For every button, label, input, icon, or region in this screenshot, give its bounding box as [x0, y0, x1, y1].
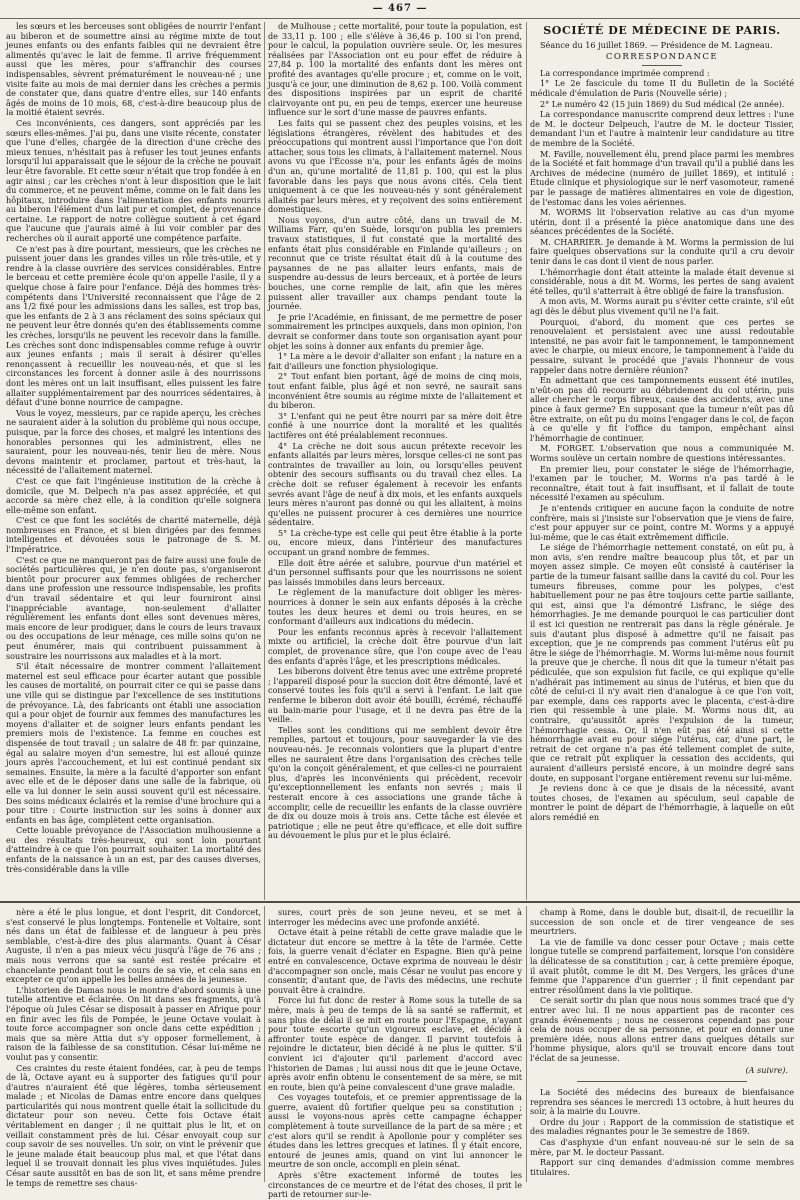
column-divider — [526, 22, 527, 900]
paragraph: Ce serait sortir du plan que nous nous sommes tracé que d'y entrer avec lui. Il ne nous appartient pas de raconter ces grands événements ; nous ne cesserons cependant pas pour cela de nous occuper de sa personne, et pour en donner une première idée, nous allons entrer dans quelques détails sur l'homme physique, alors qu'il se trouvait encore dans tout l'éclat de sa jeunesse. — [530, 995, 794, 1063]
paragraph: La correspondance manuscrite comprend deux lettres : l'une de M. le docteur Delpeuch, l'autre de M. le docteur Tissier, demandant l'un et l'autre à maintenir leur candidature au titre de membre de la Société. — [530, 109, 794, 148]
session-line: Séance du 16 juillet 1869. — Présidence de M. Lagneau. — [540, 39, 773, 50]
paragraph: champ à Rome, dans le double but, disait-il, de recueillir la succession de son oncle et de tirer vengeance de ses meurtriers. — [530, 907, 794, 937]
paragraph: Ce n'est pas à dire pourtant, messieurs, que les crèches ne puissent jouer dans les grandes villes un rôle très-utile, et y rendre à la classe ouvrière des services considérables. Entre le berceau et cette première école qu'on appelle l'asile, il y a quelque chose à faire pour l'enfance. Déjà des hommes très-compétents dans l'Université reconnaissent que l'âge de 2 ans 1/2 fixé pour les admissions dans les salles, est trop bas, que les enfants de 2 à 3 ans réclament des soins spéciaux qui ne peuvent leur être donnés qu'en des établissements comme les crèches, lorsqu'ils ne peuvent les recevoir dans la famille. Les crèches sont donc indispensables comme refuge à ouvrir aux jeunes enfants ; mais il serait à désirer qu'elles renonçassent à recueillir les nouveau-nés, et que si les circonstances les forcent à donner asile à des nourrissons dont les mères ont un lait insuffisant, elles puissent les faire allaiter supplémentairement par des nourrices sédentaires, à défaut d'une bonne nourrice de campagne. — [6, 243, 261, 408]
paragraph: Je reviens donc à ce que je disais de la nécessité, avant toutes choses, de l'examen au spéculum, seul capable de montrer le point de départ de l'hémorrhagie, à laquelle on eût alors remédié en — [530, 783, 794, 822]
paragraph: Ordre du jour : Rapport de la commission de statistique et des maladies régnantes pour le 3e semestre de 1869. — [530, 1116, 794, 1137]
paragraph: Elle doit être aérée et salubre, pourvue d'un matériel et d'un personnel suffisants pour que les nourrissons ne soient pas laissés immobiles dans leurs berceaux. — [268, 557, 522, 587]
bottom-column-3 — [530, 908, 794, 1182]
paragraph: sures, court près de son jeune neveu, et se met à interroger les médecins avec une profonde anxiété. — [268, 907, 522, 927]
bottom-column-2 — [268, 907, 522, 1200]
paragraph: Telles sont les conditions qui me semblent devoir être remplies, partout et toujours, pour sauvegarder la vie des nouveau-nés. Je reconnais volontiers que la plupart d'entre elles ne sauraient être dans l'organisation des crèches telle qu'on la conçoit généralement, et que celles-ci ne pourraient plus, d'après les inconvénients qui précèdent, recevoir qu'exceptionnellement les enfants non sevrés ; mais il resterait encore à ces associations une grande tâche à accomplir, celle de recueillir les enfants de la classe ouvrière de dix ou douze mois à trois ans. Cette tâche est élevée et patriotique ; elle ne peut être qu'efficace, et elle doit suffire au dévouement le plus pur et le plus éclairé. — [268, 724, 522, 841]
column-divider — [526, 906, 527, 1182]
paragraph: Nous voyons, d'un autre côté, dans un travail de M. Williams Farr, qu'en Suède, lorsqu'on publia les premiers travaux statistiques, il fut constaté que la mortalité des enfants était plus considérable en Finlande qu'ailleurs ; on reconnut que ce triste résultat était dû à la coutume des paysannes de ne pas allaiter leurs enfants, mais de suspendre au-dessus de leurs berceaux, et à portée de leurs bouches, une corne remplie de lait, afin que les mères puissent aller travailler aux champs pendant toute la journée. — [268, 214, 522, 312]
society-notice — [530, 1088, 794, 1177]
paragraph: Ces inconvénients, ces dangers, sont appréciés par les sœurs elles-mêmes. J'ai pu, dans une visite récente, constater que l'une d'elles, chargée de la direction d'une crèche des mieux tenues, n'hésitait pas à refuser les tout jeunes enfants lorsqu'il lui apparaissait que le séjour de la crèche ne pouvait leur être favorable. Et cette sœur n'était que trop fondée à en agir ainsi ; car les crèches n'ont à leur disposition que le lait du commerce, et ne peuvent même, comme on le fait dans les hôpitaux, introduire dans l'alimentation des enfants nourris au biberon l'élément d'un lait pur et complet, de provenance certaine. Le rapport de notre collègue soutient à cet égard que l'aucune que j'aurais aimé à lui voir combler par des recherches où il aurait apporté une compétence parfaite. — [6, 117, 261, 244]
page-number: — 467 — — [372, 3, 428, 14]
paragraph: Les faits qui se passent chez des peuples voisins, et les législations étrangères, révèlent des habitudes et des préoccupations qui montrent aussi l'importance que l'on doit attacher, sous tous les climats, à l'allaitement maternel. Nous avons vu que l'Écosse n'a, pour les enfants âgés de moins d'un an, qu'une mortalité de 11,81 p. 100, qui est la plus favorable dans les pays que nous avons cités. Cela tient uniquement à ce que les nouveau-nés y sont généralement allaités par leurs mères, et y reçoivent des soins entièrement domestiques. — [268, 117, 522, 215]
paragraph: Pourquoi, d'abord, du moment que ces pertes se renouvelaient et persistaient avec une aussi redoutable intensité, ne pas avoir fait le tamponnement, le tamponnement avec le charpie, ou mieux encore, le tamponnement à l'aide du pessaire, suivant le procédé que j'avais l'honneur de vous rappeler dans notre dernière réunion? — [530, 316, 794, 375]
paragraph: S'il était nécessaire de montrer comment l'allaitement maternel est seul efficace pour écarter autant que possible les causes de mortalité, on pourrait citer ce qui se passe dans une ville qui se distingue par l'excellence de ses institutions de prévoyance. Là, des fabricants ont établi une association qui a pour objet de fournir aux femmes des manufactures les moyens d'allaiter et de soigner leurs enfants pendant les premiers mois de l'existence. La femme en couches est dispensée de tout travail ; un salaire de 48 fr. par quinzaine, égal au salaire moyen d'un semestre, lui est alloué quinze jours après l'accouchement, et lui est continué pendant six semaines. Ensuite, la mère a la faculté d'apporter son enfant avec elle et de le déposer dans une salle de la fabrique, où elle va lui donner le sein aussi souvent qu'il est nécessaire. Des soins médicaux éclairés et la remise d'une brochure qui a pour titre : Courte instruction sur les soins à donner aux enfants en bas âge, complètent cette organisation. — [6, 661, 261, 825]
paragraph: Je n'entends critiquer en aucune façon la conduite de notre confrère, mais si j'insiste sur l'observation que je viens de faire, c'est pour appuyer sur ce point, contre M. Worms y a appuyé lui-même, que le cas était extrêmement difficile. — [530, 502, 794, 542]
paragraph: M. Faville, nouvellement élu, prend place parmi les membres de la Société et fait hommage d'un travail qu'il a publié dans les Archives de médecine (numéro de juillet 1869), et intitulé : Étude clinique et physiologique sur le nerf vasomoteur, ramené par le passage de matières alimentaires en voie de digestion, de l'estomac dans les voies aériennes. — [530, 148, 794, 207]
top-column-1 — [6, 22, 261, 900]
paragraph: M. FORGET. L'observation que nous a communiquée M. Worms soulève un certain nombre de questions intéressantes. — [530, 443, 794, 463]
top-column-3 — [530, 22, 794, 898]
correspondence-body — [530, 69, 794, 823]
paragraph: Les biberons doivent être tenus avec une extrême propreté ; l'appareil disposé pour la succion doit être démonté, lavé et conservé toutes les fois qu'il a servi à l'enfant. Le lait que renferme le biberon doit avoir été bouilli, écrémé, réchauffé au bain-marie pour l'usage, et il ne devra pas être de la veille. — [268, 666, 523, 725]
paragraph: 2° Tout enfant bien portant, âgé de moins de cinq mois, tout enfant faible, plus âgé et non sevré, ne saurait sans inconvénient être soumis au régime mixte de l'allaitement et du biberon. — [268, 371, 522, 411]
column-divider — [264, 906, 265, 1182]
paragraph: En premier lieu, pour constater le siége de l'hémorrhagie, l'examen par le toucher, M. Worms n'a pas tardé à le reconnaître, était tout à fait insuffisant, et il fallait de toute nécessité l'examen au spéculum. — [530, 463, 794, 503]
paragraph: Cette louable prévoyance de l'Association mulhousienne a eu des résultats très-heureux, qui sont loin pourtant d'atteindre à ce que l'on pourrait souhaiter. La mortalité des enfants de la naissance à un an est, par des causes diverses, très-considérable dans la ville — [6, 825, 261, 874]
paragraph: de Mulhouse ; cette mortalité, pour toute la population, est de 33,11 p. 100 ; elle s'élève à 36,46 p. 100 si l'on prend, pour le calcul, la population ouvrière seule. Or, les mesures réalisées par l'Association ont eu pour effet de réduire à 27,84 p. 100 la mortalité des enfants dont les mères ont profité des avantages qu'elle procure ; et, comme on le voit, jusqu'à ce jour, une diminution de 8,62 p. 100. Voilà comment des dispositions inspirées par un esprit de charité clairvoyante ont pu, en peu de temps, exercer une heureuse influence sur le sort d'une masse de pauvres enfants. — [268, 21, 522, 118]
bottom-column-1 — [6, 907, 261, 1188]
paragraph: 1° Le 2e fascicule du tome II du Bulletin de la Société médicale d'émulation de Paris (Nouvelle série) ; — [530, 78, 794, 98]
paragraph: C'est ce que font les sociétés de charité maternelle, déjà nombreuses en France, et si bien dirigées par des femmes intelligentes et dévouées sous le patronage de S. M. l'Impératrice. — [6, 515, 261, 555]
paragraph: 3° L'enfant qui ne peut être nourri par sa mère doit être confié à une nourrice dont la moralité et les qualités lactifères ont été préalablement reconnues. — [268, 410, 522, 440]
paragraph: La correspondance imprimée comprend : — [540, 67, 710, 78]
paragraph: nère a été le plus longue, et dont l'esprit, dit Condorcet, s'est conservé le plus longtemps. Fontenelle et Voltaire, sont nés dans un état de faiblesse et de langueur à peu près semblable, c'est-à-dire des plus alarmants. Quant à César Auguste, il n'en a pas mieux vécu jusqu'à l'âge de 76 ans ; mais nous verrons que sa santé est restée précaire et chancelante pendant tout le cours de sa vie, et cela sans en excepter ce qu'on appelle les belles années de la jeunesse. — [6, 907, 261, 985]
paragraph: 2° Le numéro 42 (15 juin 1869) du Sud médical (2e année). — [540, 98, 785, 109]
feuilleton-end — [530, 908, 794, 1064]
paragraph: Octave était à peine rétabli de cette grave maladie que le dictateur dut encore se mettre à la tête de l'armée. Cette fois, la guerre venait d'éclater en Espagne. Bien qu'à peine entré en convalescence, Octave exprima de nouveau le désir d'accompagner son oncle, mais César ne voulut pas encore y consentir, d'autant que, de l'avis des médecins, une rechute pouvait être à craindre. — [268, 927, 522, 995]
paragraph: 4° La crèche ne doit sous aucun prétexte recevoir les enfants allaités par leurs mères, lorsque celles-ci ne sont pas contraintes de travailler au loin, ou lorsqu'elles peuvent obtenir des secours suffisants ou du travail chez elles. La crèche doit se refuser également à recevoir les enfants sevrés avant l'âge de neuf à dix mois, et les enfants auxquels leurs mères n'auront pas donné ou qui les allaitent, à moins qu'elles ne puissent procurer à ces dernières une nourrice sédentaire. — [268, 440, 522, 528]
paragraph: 1° La mère a le devoir d'allaiter son enfant ; la nature en a fait d'ailleurs une fonction physiologique. — [268, 351, 522, 371]
paragraph: L'hémorrhagie dont était atteinte la malade était devenue si considérable, nous a dit M. Worms, les pertes de sang avaient été telles, qu'il s'atterrait à être obligé de faire la transfusion. — [530, 266, 794, 296]
paragraph: 5° La crèche-type est celle qui peut être établie à la porte ou, encore mieux, dans l'intérieur des manufactures occupant un grand nombre de femmes. — [268, 527, 522, 558]
paragraph: M. WORMS lit l'observation relative au cas d'un myome utérin, dont il a présenté la pièce anatomique dans une des séances précédentes de la Société. — [530, 207, 794, 237]
paragraph: Vous le voyez, messieurs, par ce rapide aperçu, les crèches ne sauraient aider à la solution du problème qui nous occupe, puisque, par la force des choses, et malgré les intentions des honorables personnes qui les administrent, elles ne sauraient, pour les nouveau-nés, tenir lieu de mère. Nous devons maintenir et proclamer, partout et très-haut, la nécessité de l'allaitement maternel. — [6, 407, 261, 476]
paragraph: M. CHARRIER. Je demande à M. Worms la permission de lui faire quelques observations sur la conduite qu'il a cru devoir tenir dans le cas dont il vient de nous parler. — [530, 236, 794, 267]
paragraph: A mon avis, M. Worms aurait pu s'éviter cette crainte, s'il eût agi dès le début plus vivement qu'il ne l'a fait. — [530, 296, 794, 317]
paragraph: Pour les enfants reconnus après à recevoir l'allaitement mixte ou artificiel, la crèche doit être pourvue d'un lait complet, de provenance sûre, que l'on coupe avec de l'eau des enfants d'après l'âge, et les prescriptions médicales. — [268, 626, 522, 666]
subsection-rule — [642, 65, 682, 66]
page-header — [0, 0, 800, 19]
paragraph: Après s'être exactement informé de toutes les circonstances de ce meurtre et de l'état des choses, il prit le parti de retourner sur-le- — [268, 1170, 522, 1200]
paragraph: Cas d'asphyxie d'un enfant nouveau-né sur le sein de sa mère, par M. le docteur Passant. — [530, 1137, 794, 1157]
paragraph: L'historien de Damas nous le montre d'abord soumis à une tutelle attentive et éclairée. On lit dans ses fragments, qu'à l'époque où Jules César se disposait à passer en Afrique pour en finir avec les fils de Pompée, le jeune Octave voulait à toute force accompagner son oncle dans cette expédition ; mais que sa mère Attia dut s'y opposer formellement, à raison de la faiblesse de sa constitution. César lui-même ne voulut pas y consentir. — [6, 984, 261, 1062]
paragraph: Le règlement de la manufacture doit obliger les mères-nourrices à donner le sein aux enfants déposés à la crèche toutes les deux heures et demi ou trois heures, en se conformant d'ailleurs aux indications du médecin. — [268, 587, 522, 627]
paragraph: C'est ce que ne manqueront pas de faire aussi une foule de sociétés particulières qui, je n'en doute pas, s'organiseront bientôt pour procurer aux femmes obligées de rechercher dans une profession une ressource indispensable, les profits d'un travail sédentaire et qui leur fourniront ainsi l'inappréciable avantage, non-seulement d'allaiter régulièrement les enfants dont elles sont devenues mères, mais encore de leur prodiguer, dans le cours de leurs travaux ou des occupations de leur ménage, ces mille soins qu'on ne peut énumérer, mais qui contribuent puissamment à soustraire les nourrissons aux maladies et à la mort. — [6, 554, 261, 661]
paragraph: Rapport sur cinq demandes d'admission comme membres titulaires. — [530, 1157, 794, 1177]
top-column-2 — [268, 22, 522, 900]
to-be-continued: (A suivre). — [745, 1064, 788, 1075]
subsection-title: CORRESPONDANCE — [605, 52, 719, 63]
section-title: SOCIÉTÉ DE MÉDECINE DE PARIS. — [543, 24, 781, 37]
paragraph: Le siége de l'hémorrhagie nettement constaté, on eût pu, à mon avis, s'en rendre maître beaucoup plus tôt, et par un moyen assez simple. Ce moyen eût consisté à cautériser la partie de la tumeur faisant saillie dans la cavité du col. Pour les tumeurs fibreuses, comme pour les polypes, c'est habituellement pour ne pas être toujours cette partie saillante, qui est, ainsi que l'a démontré Lisfranc, le siége des hémorrhagies. Je me demande pourquoi le cas particulier dont il est ici question ne rentrerait pas dans la règle générale. Je suis d'autant plus disposé à admettre qu'il ne faisait pas exception, que je ne comprends pas comment l'utérus eût pu être le siége de l'hémorrhagie. M. Worms lui-même nous fournit la preuve que je cherche. Il nous dit que la tumeur n'était pas pédiculée, que son expulsion fut facile, ce qui explique qu'elle n'adhérait pas intimement au sinus de l'utérus, et bien que du côté de celui-ci il n'y avait rien d'analogue à ce que l'on voit, par exemple, dans ces rapports avec le placenta, c'est-à-dire rien qui ressemble à une plaie. M. Worms nous dit, au contraire, qu'aussitôt après l'expulsion de la tumeur, l'hémorrhagie cessa. Or, il n'en eût pas été ainsi si cette hémorrhagie avait eu pour siége l'utérus, car, d'une part, le retrait de cet organe n'a pas été tellement complet de suite, que ce retrait pût expliquer la cessation des accidents, qui auraient d'ailleurs persisté encore, à un moindre degré sans doute, en supposant l'organe entièrement revenu sur lui-même. — [530, 542, 794, 783]
notice-rule — [577, 1081, 747, 1082]
paragraph: Ces voyages toutefois, et ce premier apprentissage de la guerre, avaient dû fortifier quelque peu sa constitution ; aussi le voyons-nous après cette campagne échapper complètement à toute surveillance de la part de sa mère ; et c'est alors qu'il se rendit à Apollonie pour y compléter ses études dans les lettres grecques et latines. Il y était encore, entouré de jeunes amis, quand on vint lui annoncer le meurtre de son oncle, accompli en plein sénat. — [268, 1092, 522, 1170]
paragraph: les sœurs et les berceuses sont obligées de nourrir l'enfant au biberon et de soumettre ainsi au régime mixte de tout jeunes enfants ou des enfants faibles qui ne devraient être alimentés qu'avec le lait de femme. Il arrive fréquemment aussi que les mères, pour s'affranchir des courses indispensables, sèvrent prématurément le nouveau-né ; une visite faite au mois de mai dernier dans les crèches a permis de constater que, dans quatre d'entre elles, sur 140 enfants âgés de moins de 10 mois, 68, c'est-à-dire beaucoup plus de la moitié étaient sevrés. — [6, 21, 261, 118]
paragraph: En admettant que ces tamponnements eussent été inutiles, n'eût-on pas dû recourir au débridement du col utérin, puis aller chercher le corps fibreux, cause des accidents, avec une pince à faux germe? En supposant que la tumeur n'eût pas dû être extraite, on eût pu du moins l'engager dans le col, de façon à ce qu'elle y fit l'office du tampon, empêchant ainsi l'hémorrhagie de continuer. — [530, 375, 794, 443]
paragraph: La vie de famille va donc cesser pour Octave ; mais cette longue tutelle se comprend parfaitement, lorsque l'on considère la délicatesse de sa constitution ; car, à cette première époque, il avait plutôt, comme le dit M. Des Vergers, les grâces d'une femme que l'apparence d'un guerrier ; il finit cependant par entrer résolûment dans la vie politique. — [530, 936, 794, 995]
paragraph: La Société des médecins des bureaux de bienfaisance reprendra ses séances le mercredi 13 octobre, à huit heures du soir, à la mairie du Louvre. — [530, 1087, 794, 1117]
section-divider — [0, 901, 800, 903]
column-divider — [264, 22, 265, 900]
paragraph: Force lui fut donc de rester à Rome sous la tutelle de sa mère, mais à peu de temps de là sa santé se raffermit, et sans plus de délai il se mit en route pour l'Espagne, n'ayant pour toute escorte qu'un vigoureux esclave, et décidé à affronter toute espèce de danger. Il parvint toutefois à rejoindre le dictateur, bien décidé à ne plus le quitter. S'il convient ici d'ajouter qu'il parlement d'accord avec l'historien de Damas ; lui aussi nous dit que le jeune Octave, après avoir enfin obtenu le consentement de sa mère, se mit en route, bien qu'à peine convalescent d'une grave maladie. — [268, 995, 522, 1092]
paragraph: Ces craintes du reste étaient fondées, car, à peu de temps de là, Octave ayant eu à supporter des fatigues qu'il pour d'autres n'auraient été que légères, tomba sérieusement malade ; et Nicolas de Damas entre encore dans quelques particularités qui nous montrent quelle était la sollicitude du dictateur pour son neveu. Cette fois Octave était véritablement en danger ; il ne quittait plus le lit, et on veillait constamment près de lui. César envoyait coup sur coup savoir de ses nouvelles. Un soir, on vint le prévenir que le jeune malade était beaucoup plus mal, et que l'état dans lequel il se trouvait donnait les plus vives inquiétudes. Jules César saute aussitôt en bas de son lit, et sans même prendre le temps de remettre ses chaus- — [6, 1062, 261, 1188]
paragraph: C'est ce que fait l'ingénieuse institution de la crèche à domicile, que M. Delpech n'a pas assez appréciée, et qui accorde sa mère chez elle, à la condition qu'elle soignera elle-même son enfant. — [6, 475, 261, 515]
paragraph: Je prie l'Académie, en finissant, de me permettre de poser sommairement les principes auxquels, dans mon opinion, l'on devrait se conformer dans toute son organisation ayant pour objet les soins à donner aux enfants du premier âge. — [268, 311, 522, 351]
